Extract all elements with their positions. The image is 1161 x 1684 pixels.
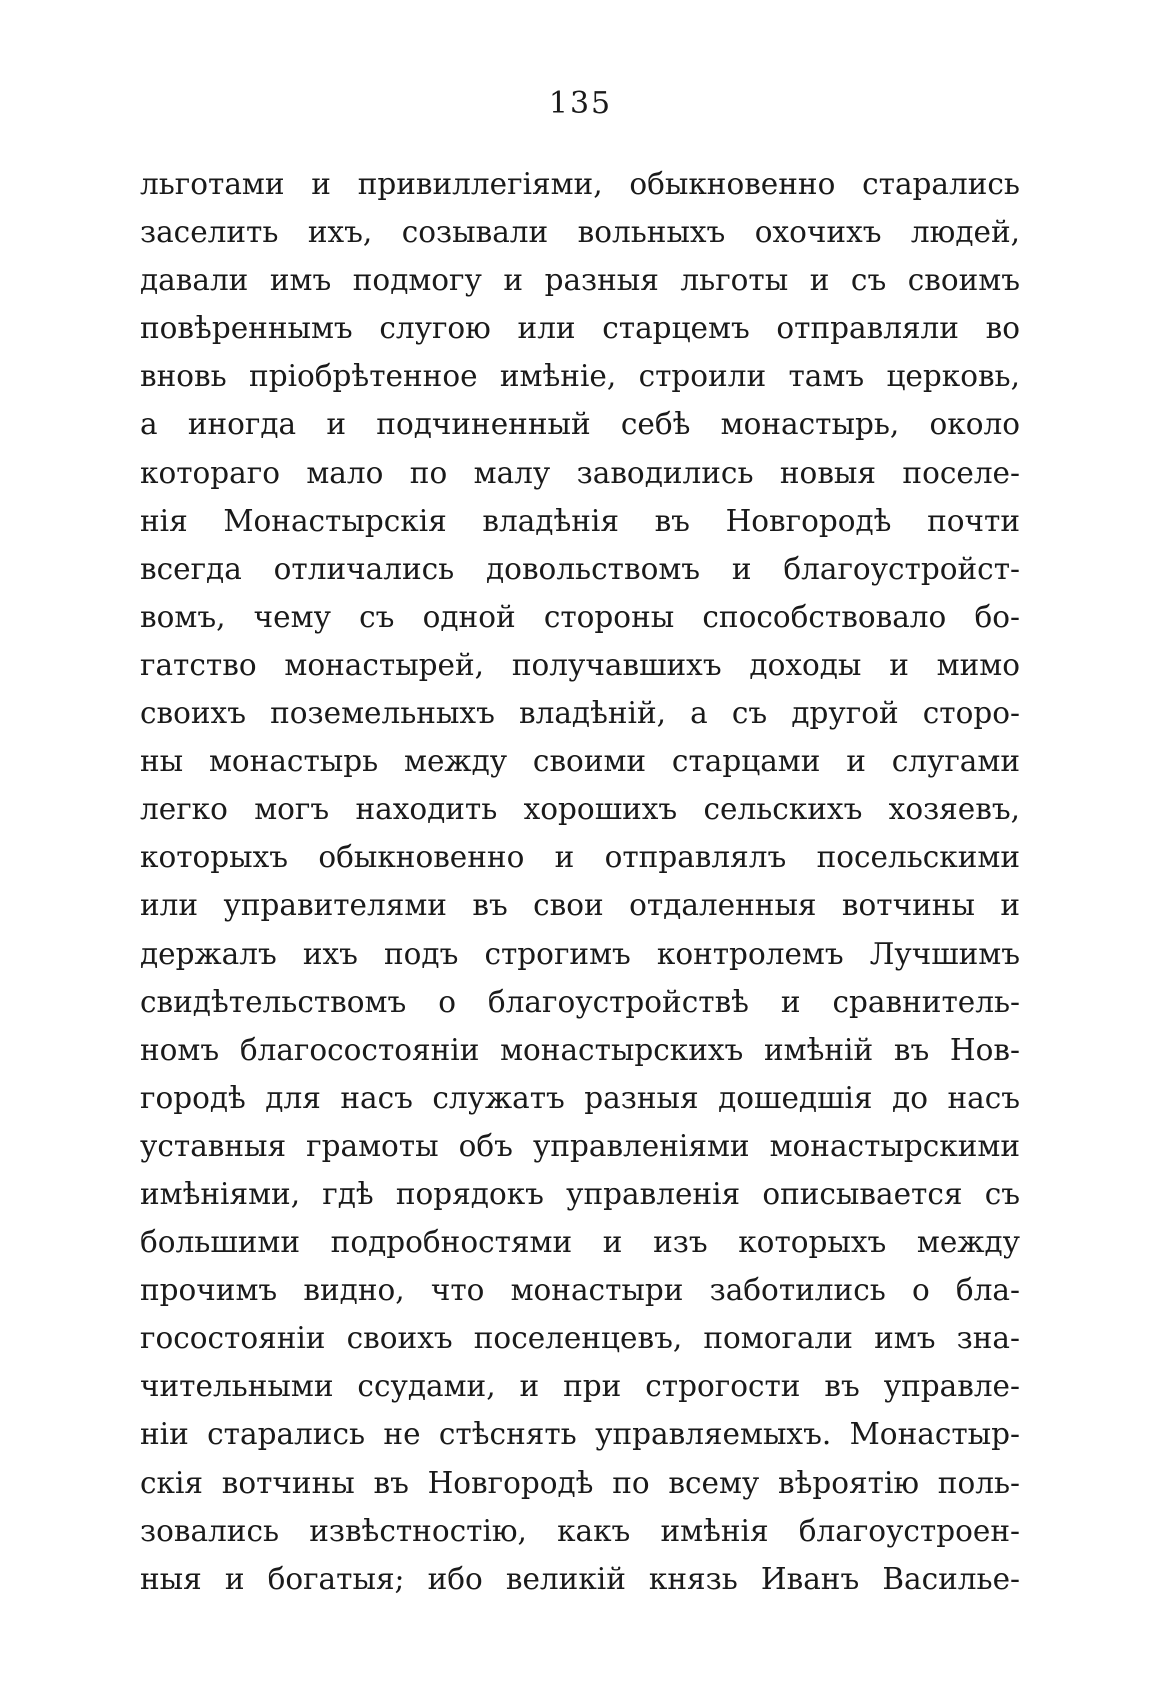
body-text: [140, 160, 1020, 1603]
text-line: нія Монастырскія владѣнія въ Новгородѣ почти: [140, 503, 1020, 538]
text-line: городѣ для насъ служатъ разныя дошедшія до насъ: [140, 1080, 1020, 1115]
text-line: скія вотчины въ Новгородѣ по всему вѣроятію поль-: [140, 1465, 1020, 1500]
text-line: имѣніями, гдѣ порядокъ управленія описывается съ: [140, 1176, 1020, 1211]
text-line: повѣреннымъ слугою или старцемъ отправляли во: [140, 311, 1020, 346]
page-number: 135: [548, 86, 613, 121]
text-line: уставныя грамоты объ управленіями монастырскими: [140, 1128, 1020, 1163]
text-line: льготами и привиллегіями, обыкновенно старались: [140, 167, 1020, 201]
text-line: которыхъ обыкновенно и отправлялъ посельскими: [140, 840, 1020, 875]
text-line: своихъ поземельныхъ владѣній, а съ другой сторо-: [140, 696, 1020, 731]
text-line: всегда отличались довольствомъ и благоустройст-: [140, 551, 1020, 586]
text-line: или управителями въ свои отдаленныя вотчины и: [140, 888, 1020, 923]
text-line: зовались извѣстностію, какъ имѣнія благоустроен-: [140, 1513, 1020, 1548]
text-line: чительными ссудами, и при строгости въ управле-: [140, 1369, 1020, 1404]
text-line: легко могъ находить хорошихъ сельскихъ хозяевъ,: [140, 792, 1020, 827]
text-line: свидѣтельствомъ о благоустройствѣ и сравнитель-: [140, 984, 1020, 1019]
text-line: а иногда и подчиненный себѣ монастырь, около: [140, 407, 1020, 442]
text-line: держалъ ихъ подъ строгимъ контролемъ Лучшимъ: [140, 936, 1020, 971]
text-line: большими подробностями и изъ которыхъ между: [140, 1225, 1020, 1260]
text-line: вомъ, чему съ одной стороны способствовало бо-: [140, 599, 1020, 634]
text-line: номъ благосостояніи монастырскихъ имѣній въ Нов-: [140, 1032, 1020, 1067]
text-line: котораго мало по малу заводились новыя поселе-: [140, 455, 1020, 490]
text-line: прочимъ видно, что монастыри заботились о бла-: [140, 1273, 1020, 1308]
text-line: ніи старались не стѣснять управляемыхъ. Монастыр-: [140, 1417, 1020, 1452]
text-line: госостояніи своихъ поселенцевъ, помогали имъ зна-: [140, 1321, 1020, 1356]
text-line: вновь пріобрѣтенное имѣніе, строили тамъ церковь,: [140, 359, 1020, 394]
text-line: давали имъ подмогу и разныя льготы и съ своимъ: [140, 263, 1020, 298]
text-line: гатство монастырей, получавшихъ доходы и мимо: [140, 647, 1020, 682]
text-line: заселить ихъ, созывали вольныхъ охочихъ людей,: [140, 215, 1020, 250]
text-line: ны монастырь между своими старцами и слугами: [140, 744, 1020, 779]
text-line: ныя и богатыя; ибо великій князь Иванъ Василье-: [140, 1561, 1020, 1596]
